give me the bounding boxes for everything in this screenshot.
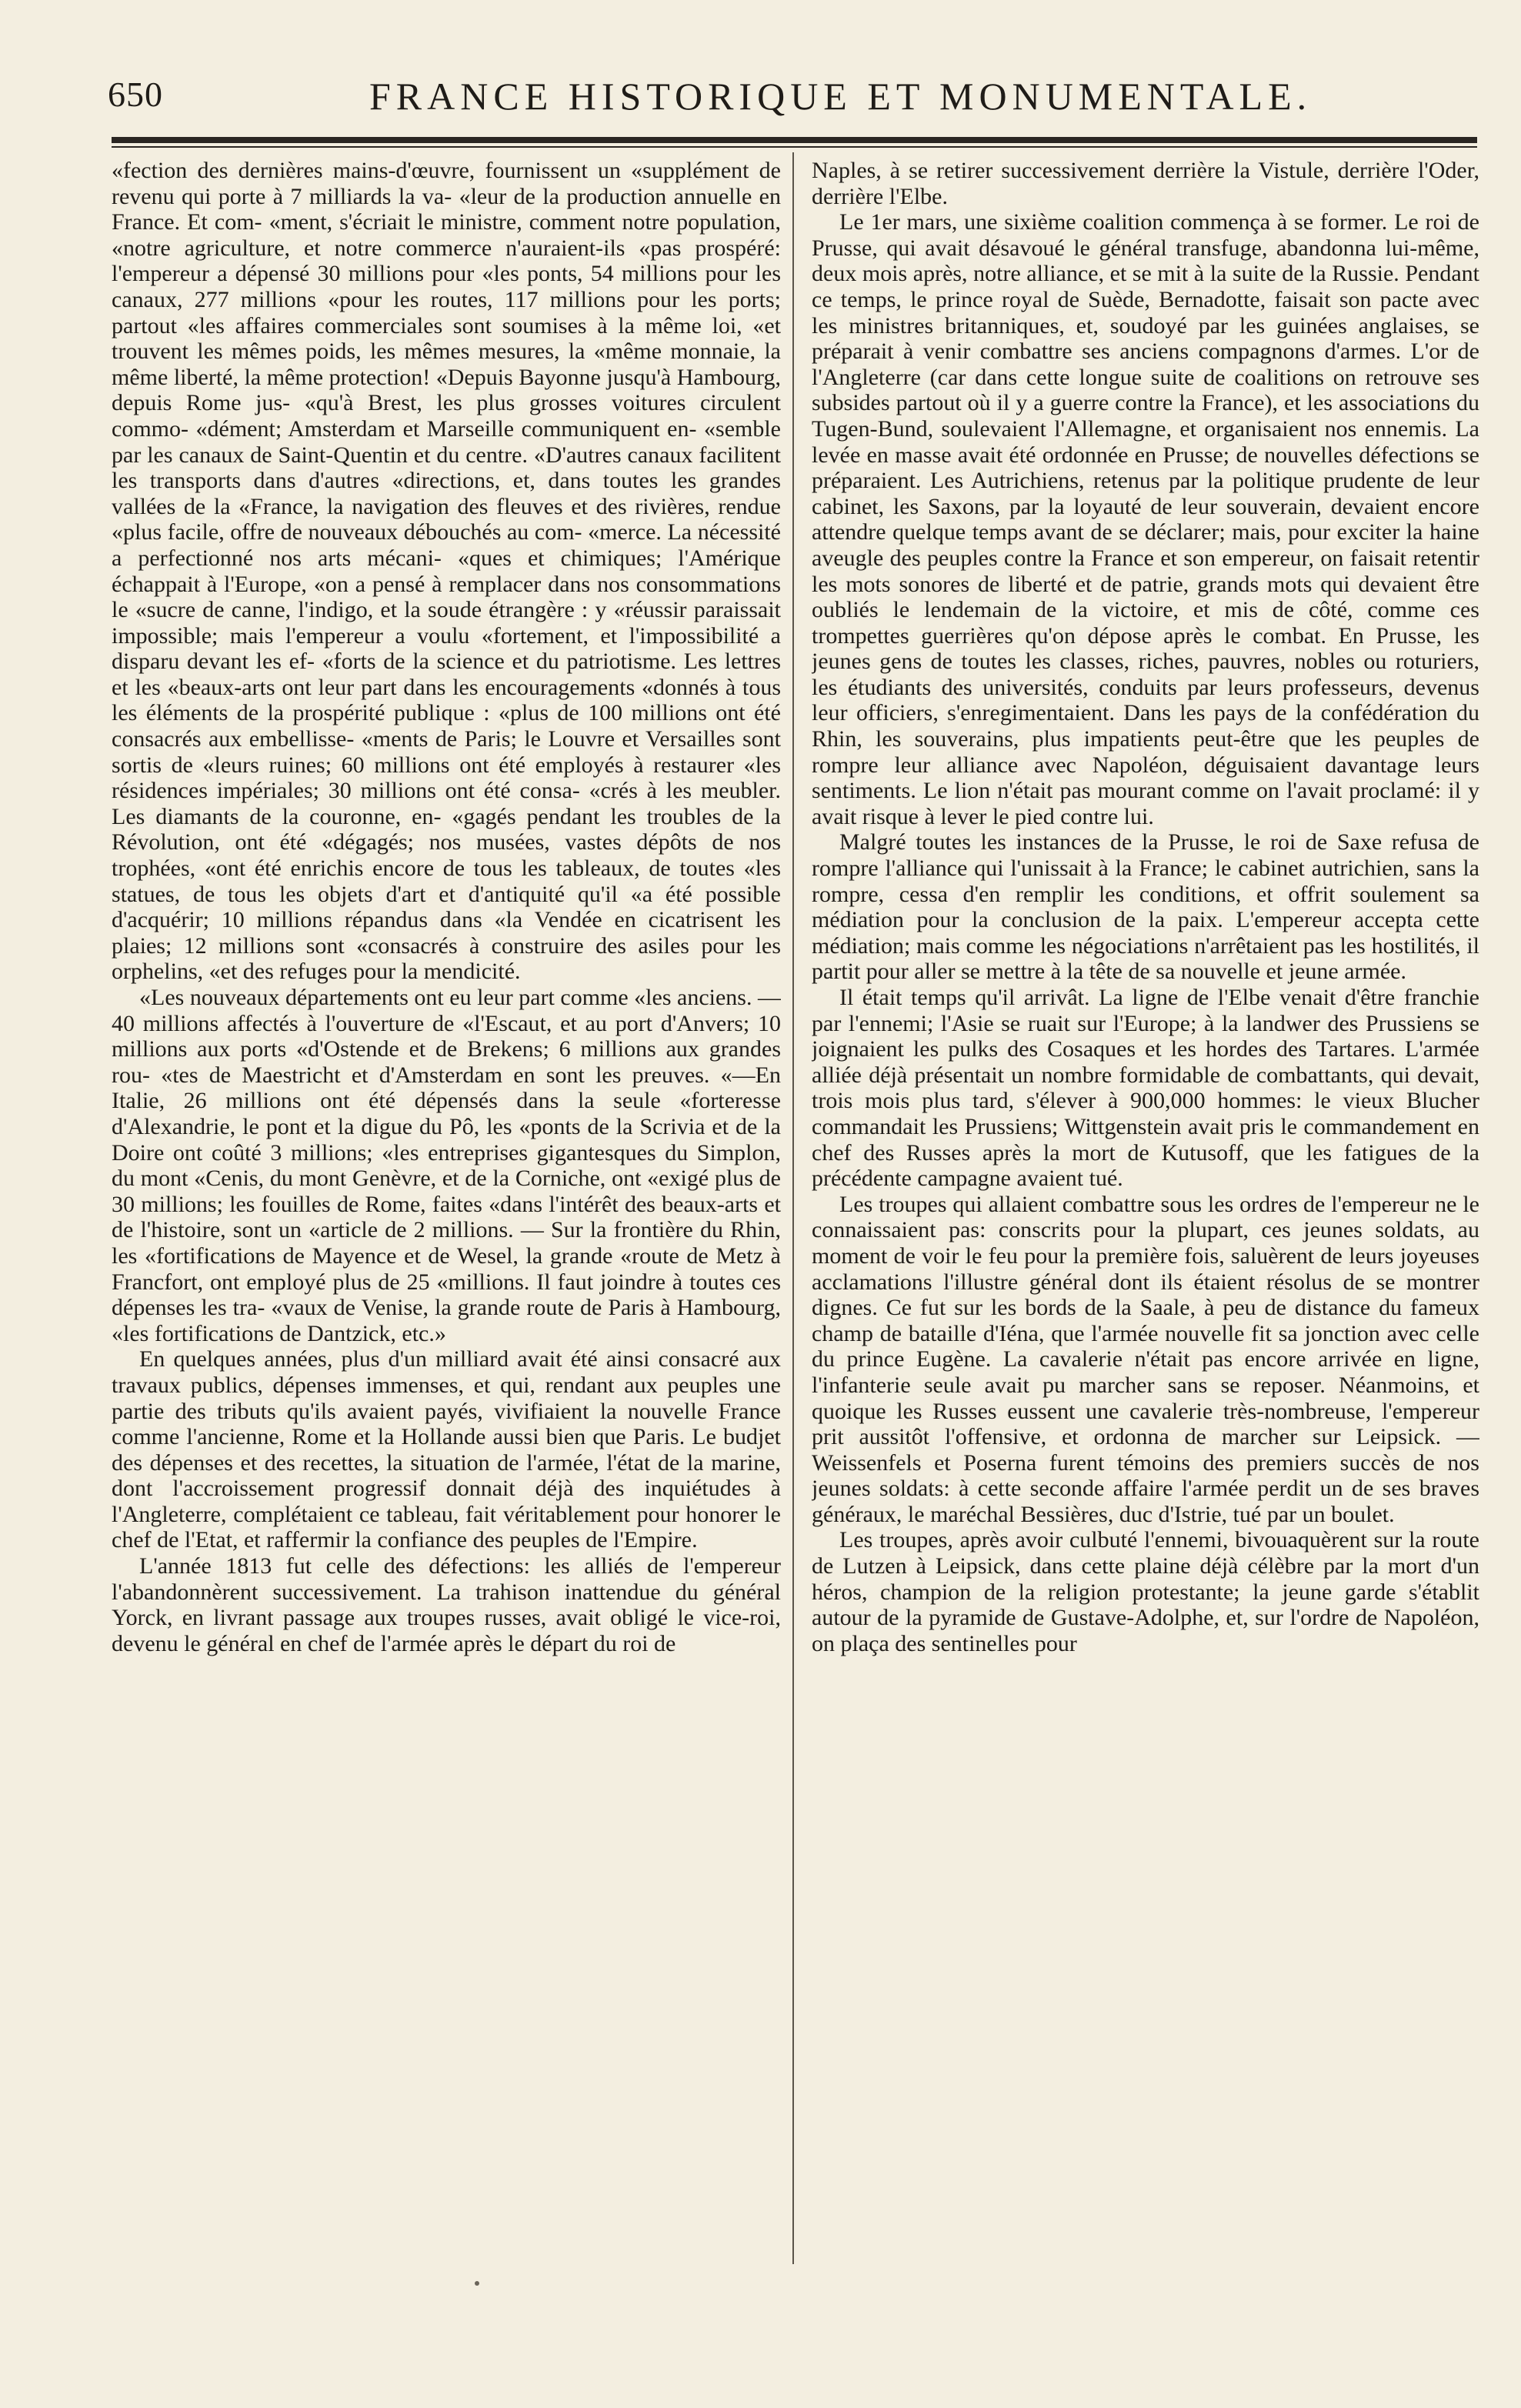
header-rule-thick <box>112 137 1477 143</box>
paragraph: Les troupes qui allaient combattre sous les ordres de l'empereur ne le connaissaient pas: conscrits pour la plupart, ces jeunes soldats, au moment de voir le feu pour la première fois, saluèrent de leurs joyeuses acclamations l'illustre général dont ils étaient résolus de se montrer dignes. Ce fut sur les bords de la Saale, à peu de distance du fameux champ de bataille d'Iéna, que l'armée nouvelle fit sa jonction avec celle du prince Eugène. La cavalerie n'était pas encore arrivée en ligne, l'infanterie seule avait pu marcher sans se reposer. Néanmoins, et quoique les Russes eussent une cavalerie très-nombreuse, l'empereur prit aussitôt l'offensive, et ordonna de marcher sur Leipsick. — Weissenfels et Poserna furent témoins des premiers succès de nos jeunes soldats: à cette seconde affaire l'armée perdit un de ses braves généraux, le maréchal Bessières, duc d'Istrie, tué par un boulet. <box>812 1191 1479 1527</box>
paragraph: L'année 1813 fut celle des défections: les alliés de l'empereur l'abandonnèrent successivement. La trahison inattendue du général Yorck, en livrant passage aux troupes russes, avait obligé le vice-roi, devenu le général en chef de l'armée après le départ du roi de <box>112 1553 781 1656</box>
column-divider <box>792 152 794 2264</box>
paragraph: Il était temps qu'il arrivât. La ligne de l'Elbe venait d'être franchie par l'ennemi; l'Asie se ruait sur l'Europe; à la landwer des Prussiens se joignaient les pulks des Cosaques et les hordes des Tartares. L'armée alliée déjà présentait un nombre formidable de combattants, qui devait, trois mois plus tard, s'élever à 900,000 hommes: le vieux Blucher commandait les Prussiens; Wittgenstein avait pris le commandement en chef des Russes après la mort de Kutusoff, que les fatigues de la précédente campagne avaient tué. <box>812 985 1479 1192</box>
paragraph: «fection des dernières mains-d'œuvre, fournissent un «supplément de revenu qui porte à 7 milliards la va- «leur de la production annuelle en France. Et com- «ment, s'écriait le ministre, comment notre population, «notre agriculture, et notre commerce n'auraient-ils «pas prospéré: l'empereur a dépensé 30 millions pour «les ponts, 54 millions pour les canaux, 277 millions «pour les routes, 117 millions pour les ports; partout «les affaires commerciales sont soumises à la même loi, «et trouvent les mêmes poids, les mêmes mesures, la «même monnaie, la même liberté, la même protection! «Depuis Bayonne jusqu'à Hambourg, depuis Rome jus- «qu'à Brest, les plus grosses voitures circulent commo- «dément; Amsterdam et Marseille communiquent en- «semble par les canaux de Saint-Quentin et du centre. «D'autres canaux facilitent les transports dans d'autres «directions, et, dans toutes les grandes vallées de la «France, la navigation des fleuves et des rivières, rendue «plus facile, offre de nouveaux débouchés au com- «merce. La nécessité a perfectionné nos arts mécani- «ques et chimiques; l'Amérique échappait à l'Europe, «on a pensé à remplacer dans nos consommations le «sucre de canne, l'indigo, et la soude étrangère : y «réussir paraissait impossible; mais l'empereur a voulu «fortement, et l'impossibilité a disparu devant les ef- «forts de la science et du patriotisme. Les lettres et les «beaux-arts ont leur part dans les encouragements «donnés à tous les éléments de la prospérité publique : «plus de 100 millions ont été consacrés aux embellisse- «ments de Paris; le Louvre et Versailles sont sortis de «leurs ruines; 60 millions ont été employés à restaurer «les résidences impériales; 30 millions ont été consa- «crés à les meubler. Les diamants de la couronne, en- «gagés pendant les troubles de la Révolution, ont été «dégagés; nos musées, vastes dépôts de nos trophées, «ont été enrichis encore de tous les tableaux, de toutes «les statues, de tous les objets d'art et d'antiquité qu'il «a été possible d'acquérir; 10 millions répandus dans «la Vendée en cicatrisent les plaies; 12 millions sont «consacrés à construire des asiles pour les orphelins, «et des refuges pour la mendicité. <box>112 158 781 985</box>
paragraph: «Les nouveaux départements ont eu leur part comme «les anciens. — 40 millions affectés à l'ouverture de «l'Escaut, et au port d'Anvers; 10 millions aux ports «d'Ostende et de Brekens; 6 millions aux grandes rou- «tes de Maestricht et d'Amsterdam en sont les preuves. «—En Italie, 26 millions ont été dépensés dans la seule «forteresse d'Alexandrie, le pont et la digue du Pô, les «ponts de la Scrivia et de la Doire ont coûté 3 millions; «les entreprises gigantesques du Simplon, du mont «Cenis, du mont Genèvre, et de la Corniche, ont «exigé plus de 30 millions; les fouilles de Rome, faites «dans l'intérêt des beaux-arts et de l'histoire, sont un «article de 2 millions. — Sur la frontière du Rhin, les «fortifications de Mayence et de Wesel, la grande «route de Metz à Francfort, ont employé plus de 25 «millions. Il faut joindre à toutes ces dépenses les tra- «vaux de Venise, la grande route de Paris à Hambourg, «les fortifications de Dantzick, etc.» <box>112 985 781 1346</box>
paragraph: Les troupes, après avoir culbuté l'ennemi, bivouaquèrent sur la route de Lutzen à Leipsick, dans cette plaine déjà célèbre par la mort d'un héros, champion de la religion protestante; la jeune garde s'établit autour de la pyramide de Gustave-Adolphe, et, sur l'ordre de Napoléon, on plaça des sentinelles pour <box>812 1527 1479 1656</box>
footer-ornament <box>475 2281 479 2286</box>
paragraph: Malgré toutes les instances de la Prusse, le roi de Saxe refusa de rompre l'alliance qui l'unissait à la France; le cabinet autrichien, sans la rompre, cessa d'en remplir les conditions, et offrit soulement sa médiation pour la conclusion de la paix. L'empereur accepta cette médiation; mais comme les négociations n'arrêtaient pas les hostilités, il partit pour aller se mettre à la tête de sa nouvelle et jeune armée. <box>812 829 1479 985</box>
right-column <box>812 158 1479 2266</box>
page-header <box>108 74 1477 128</box>
page-number: 650 <box>108 75 163 114</box>
running-title: FRANCE HISTORIQUE ET MONUMENTALE. <box>369 75 1313 118</box>
left-column <box>112 158 781 2266</box>
paragraph: Le 1er mars, une sixième coalition commença à se former. Le roi de Prusse, qui avait désavoué le général transfuge, abandonna lui-même, deux mois après, notre alliance, et se mit à la suite de la Russie. Pendant ce temps, le prince royal de Suède, Bernadotte, faisait son pacte avec les ministres britanniques, et, soudoyé par les guinées anglaises, se préparait à venir combattre ses anciens compagnons d'armes. L'or de l'Angleterre (car dans cette longue suite de coalitions on retrouve ses subsides partout où il y a guerre contre la France), et les associations du Tugen-Bund, soulevaient l'Allemagne, et organisaient nos ennemis. La levée en masse avait été ordonnée en Prusse; de nouvelles défections se préparaient. Les Autrichiens, retenus par la politique prudente de leur cabinet, les Saxons, par la loyauté de leur souverain, devaient encore attendre quelque temps avant de se déclarer; mais, pour exciter la haine aveugle des peuples contre la France et son empereur, on faisait retentir les mots sonores de liberté et de patrie, grands mots qui devaient être oubliés le lendemain de la victoire, et mis de côté, comme ces trompettes guerrières qu'on dépose après le combat. En Prusse, les jeunes gens de toutes les classes, riches, pauvres, nobles ou roturiers, les étudiants des universités, conduits par leurs professeurs, devenus leur officiers, s'enregimentaient. Dans les pays de la confédération du Rhin, les souverains, plus impatients peut-être que les peuples de rompre leur alliance avec Napoléon, déguisaient davantage leurs sentiments. Le lion n'était pas mourant comme on l'avait proclamé: il y avait risque à lever le pied contre lui. <box>812 209 1479 829</box>
header-rule-thin <box>112 146 1477 148</box>
paragraph: Naples, à se retirer successivement derrière la Vistule, derrière l'Oder, derrière l'Elbe. <box>812 158 1479 209</box>
paragraph: En quelques années, plus d'un milliard avait été ainsi consacré aux travaux publics, dépenses immenses, et qui, rendant aux peuples une partie des tributs qu'ils avaient payés, vivifiaient la nouvelle France comme l'ancienne, Rome et la Hollande aussi bien que Paris. Le budjet des dépenses et des recettes, la situation de l'armée, l'état de la marine, dont l'accroissement progressif donnait déjà des inquiétudes à l'Angleterre, complétaient ce tableau, fait véritablement pour honorer le chef de l'Etat, et raffermir la confiance des peuples de l'Empire. <box>112 1346 781 1553</box>
